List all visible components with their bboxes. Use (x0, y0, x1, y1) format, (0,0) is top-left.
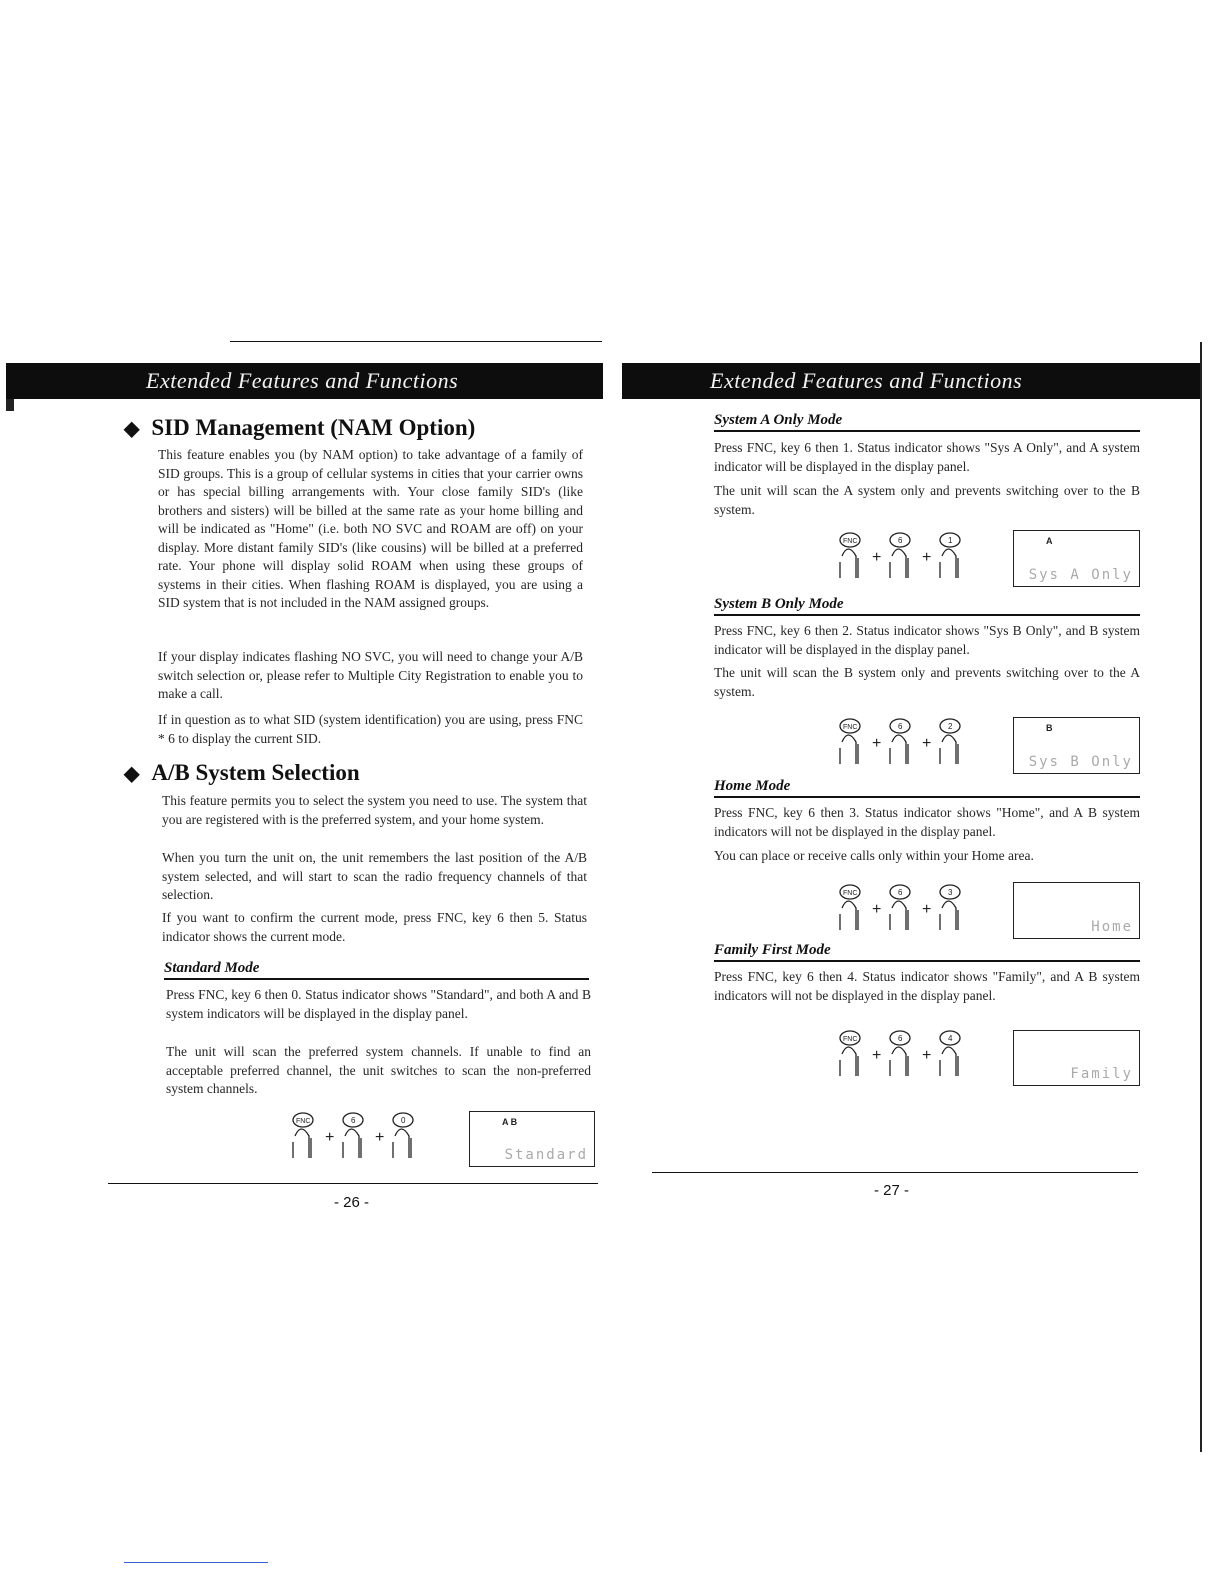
right-edge-rule (1200, 342, 1202, 1452)
left-bottom-rule (108, 1183, 598, 1184)
right-page-number: - 27 - (874, 1182, 910, 1199)
standard-mode-heading (164, 960, 589, 980)
sysA-heading (714, 412, 1140, 432)
svg-text:FNC: FNC (296, 1118, 311, 1125)
diamond-bullet-icon: ◆ (124, 763, 140, 785)
home-paragraph-1: Press FNC, key 6 then 3. Status indicator shows "Home", and A B system indicators will not be displayed in the display panel. (714, 805, 1140, 839)
left-page-number: - 26 - (334, 1194, 370, 1211)
home-title: Home Mode (714, 778, 791, 794)
sid-paragraph-2: If your display indicates flashing NO SVC, you will need to change your A/B switch selection or, please refer to Multiple City Registration to enable you to make a call. (158, 649, 583, 701)
sysB-paragraph-1: Press FNC, key 6 then 2. Status indicator shows "Sys B Only", and B system indicator will be displayed in the display panel. (714, 623, 1140, 657)
standard-lcd-display (469, 1111, 595, 1167)
svg-text:+: + (922, 735, 932, 752)
lcd-status-text: Sys B Only (1028, 754, 1133, 770)
family-heading (714, 942, 1140, 962)
family-lcd-display (1013, 1030, 1140, 1086)
right-banner-title: Extended Features and Functions (710, 368, 1023, 393)
right-page-banner (622, 363, 1200, 399)
svg-text:1: 1 (948, 536, 953, 545)
svg-text:+: + (922, 549, 932, 566)
svg-text:6: 6 (898, 722, 903, 731)
bottom-blue-line (124, 1562, 268, 1563)
sysB-key-sequence (832, 714, 982, 781)
sysB-heading (714, 596, 1140, 616)
standard-mode-title: Standard Mode (164, 960, 260, 976)
svg-text:6: 6 (898, 1034, 903, 1043)
svg-text:6: 6 (898, 536, 903, 545)
lcd-status-text: Standard (504, 1147, 588, 1163)
hand-keys-icon (832, 880, 982, 942)
svg-text:+: + (872, 1047, 882, 1064)
svg-text:+: + (375, 1129, 385, 1146)
home-heading (714, 778, 1140, 798)
ab-paragraph-3: If you want to confirm the current mode, press FNC, key 6 then 5. Status indicator shows the current mode. (162, 910, 587, 944)
hand-keys-icon (832, 1026, 982, 1088)
svg-text:2: 2 (948, 722, 953, 731)
sysA-lcd-display (1013, 530, 1140, 587)
svg-text:+: + (872, 901, 882, 918)
svg-text:4: 4 (948, 1034, 953, 1043)
hand-keys-icon (285, 1108, 435, 1170)
ab-title: A/B System Selection (151, 760, 360, 785)
svg-text:FNC: FNC (843, 890, 858, 897)
left-banner-title: Extended Features and Functions (146, 368, 459, 393)
svg-text:FNC: FNC (843, 724, 858, 731)
lcd-system-indicator: A B (502, 1117, 518, 1127)
lcd-status-text: Home (1091, 919, 1133, 935)
sid-title: SID Management (NAM Option) (151, 415, 476, 440)
svg-text:+: + (922, 901, 932, 918)
svg-text:+: + (325, 1129, 335, 1146)
sysB-paragraph-2: The unit will scan the B system only and prevents switching over to the A system. (714, 665, 1140, 699)
sysA-paragraph-2: The unit will scan the A system only and prevents switching over to the B system. (714, 483, 1140, 517)
svg-text:6: 6 (898, 888, 903, 897)
banner-edge-mark (6, 399, 14, 411)
right-bottom-rule (652, 1172, 1138, 1173)
hand-keys-icon (832, 714, 982, 776)
standard-paragraph-1: Press FNC, key 6 then 0. Status indicator shows "Standard", and both A and B system indicators will be displayed in the display panel. (166, 987, 591, 1021)
standard-key-sequence (285, 1108, 435, 1175)
home-paragraph-2: You can place or receive calls only within your Home area. (714, 848, 1034, 863)
sid-paragraph-1: This feature enables you (by NAM option) to take advantage of a family of SID groups. This is a group of cellular systems in cities that your carrier owns or has special billing arrangements with. Your close family SID's (like brothers and sisters) will be billed at the same rate as your home billing and will be indicated as "Home" (i.e. both NO SVC and ROAM are off) on your display. More distant family SID's (like cousins) will be billed at a preferred rate. Your phone will display solid ROAM when using these groups of systems in their cities. When flashing ROAM is displayed, you are using a SID system that is not included in the NAM assigned groups. (158, 447, 583, 610)
family-title: Family First Mode (714, 942, 831, 958)
sysB-lcd-display (1013, 717, 1140, 774)
svg-text:3: 3 (948, 888, 953, 897)
standard-paragraph-2: The unit will scan the preferred system channels. If unable to find an acceptable preferred channel, the unit switches to scan the non-preferred system channels. (166, 1044, 591, 1096)
svg-text:+: + (922, 1047, 932, 1064)
left-page-banner (6, 363, 603, 399)
ab-heading (124, 760, 360, 786)
family-paragraph-1: Press FNC, key 6 then 4. Status indicator shows "Family", and A B system indicators will not be displayed in the display panel. (714, 969, 1140, 1003)
lcd-system-indicator: B (1046, 723, 1053, 733)
sysB-title: System B Only Mode (714, 596, 844, 612)
lcd-system-indicator: A (1046, 536, 1053, 546)
home-key-sequence (832, 880, 982, 947)
svg-text:FNC: FNC (843, 538, 858, 545)
lcd-status-text: Family (1070, 1066, 1133, 1082)
sid-paragraph-3: If in question as to what SID (system identification) you are using, press FNC * 6 to display the current SID. (158, 712, 583, 746)
sysA-paragraph-1: Press FNC, key 6 then 1. Status indicator shows "Sys A Only", and A system indicator will be displayed in the display panel. (714, 440, 1140, 474)
svg-text:FNC: FNC (843, 1036, 858, 1043)
svg-text:6: 6 (351, 1116, 356, 1125)
sid-heading (124, 415, 475, 441)
sysA-key-sequence (832, 528, 982, 595)
top-rule-left (230, 341, 602, 342)
svg-text:+: + (872, 549, 882, 566)
lcd-status-text: Sys A Only (1028, 567, 1133, 583)
ab-paragraph-2: When you turn the unit on, the unit remembers the last position of the A/B system selected, and will start to scan the radio frequency channels of that selection. (162, 850, 587, 902)
home-lcd-display (1013, 882, 1140, 939)
sysA-title: System A Only Mode (714, 412, 843, 428)
diamond-bullet-icon: ◆ (124, 418, 140, 440)
hand-keys-icon (832, 528, 982, 590)
svg-text:0: 0 (401, 1116, 406, 1125)
family-key-sequence (832, 1026, 982, 1093)
ab-paragraph-1: This feature permits you to select the system you need to use. The system that you are registered with is the preferred system, and your home system. (162, 793, 587, 827)
svg-text:+: + (872, 735, 882, 752)
